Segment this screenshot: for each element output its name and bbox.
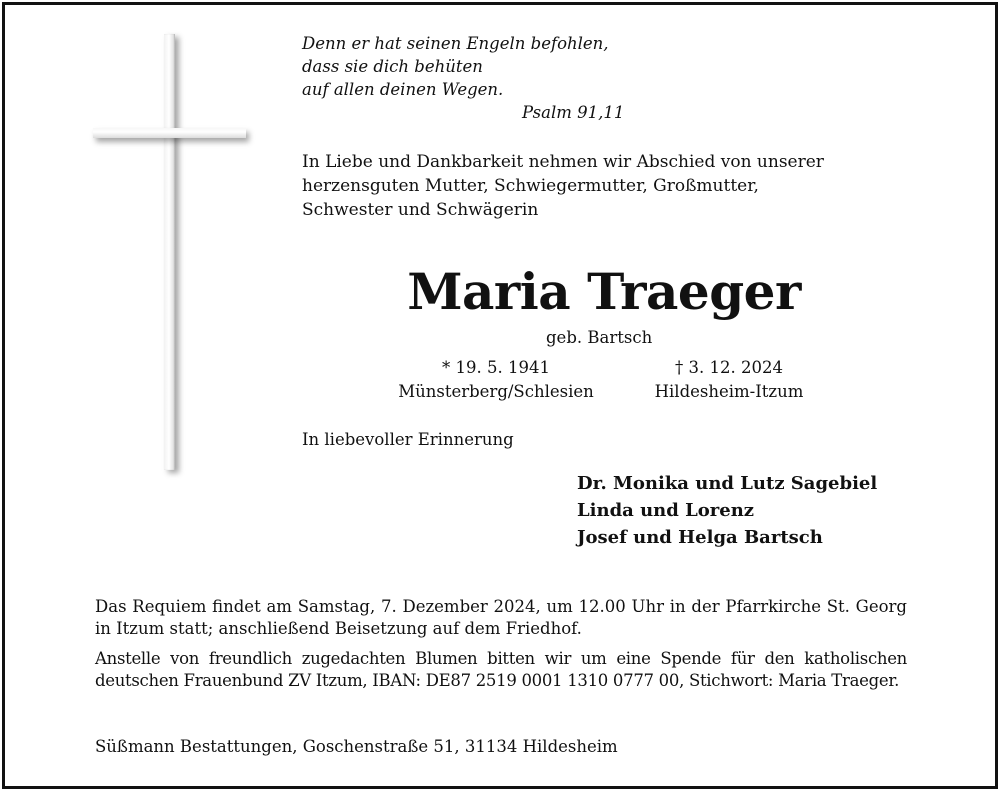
deceased-name: Maria Traeger — [407, 262, 801, 321]
family-list — [577, 470, 877, 551]
intro-line: herzensguten Mutter, Schwiegermutter, Großmutter, — [302, 176, 759, 196]
quote-line: dass sie dich behüten — [302, 57, 483, 76]
requiem-notice: Das Requiem findet am Samstag, 7. Dezember 2024, um 12.00 Uhr in der Pfarrkirche St. Georg in Itzum statt; anschließend Beisetzung auf dem Friedhof. — [95, 597, 907, 638]
death-info — [640, 356, 818, 404]
quote-line: auf allen deinen Wegen. — [302, 80, 504, 99]
family-member: Josef und Helga Bartsch — [577, 527, 823, 548]
birth-date: * 19. 5. 1941 — [442, 358, 550, 377]
family-member: Linda und Lorenz — [577, 500, 755, 521]
quote-reference: Psalm 91,11 — [522, 103, 625, 122]
bible-quote — [302, 32, 624, 124]
family-member: Dr. Monika und Lutz Sagebiel — [577, 473, 878, 494]
donation-notice: Anstelle von freundlich zugedachten Blumen bitten wir um eine Spende für den katholischen deutschen Frauenbund ZV Itzum, IBAN: DE87 2519 0001 1310 0777 00, Stichwort: Maria Traeger. — [95, 649, 907, 690]
quote-line: Denn er hat seinen Engeln befohlen, — [302, 34, 609, 53]
death-date: † 3. 12. 2024 — [675, 358, 783, 377]
funeral-home-address: Süßmann Bestattungen, Goschenstraße 51, 31134 Hildesheim — [95, 737, 618, 756]
cross-vertical-beam — [164, 34, 175, 470]
intro-line: In Liebe und Dankbarkeit nehmen wir Abschied von unserer — [302, 152, 824, 172]
birth-name: geb. Bartsch — [546, 328, 653, 347]
cross-horizontal-beam — [93, 128, 246, 138]
intro-line: Schwester und Schwägerin — [302, 200, 539, 220]
intro-text — [302, 150, 824, 222]
birth-place: Münsterberg/Schlesien — [398, 382, 594, 401]
birth-info — [386, 356, 606, 404]
memory-line: In liebevoller Erinnerung — [302, 430, 514, 449]
death-place: Hildesheim-Itzum — [654, 382, 804, 401]
